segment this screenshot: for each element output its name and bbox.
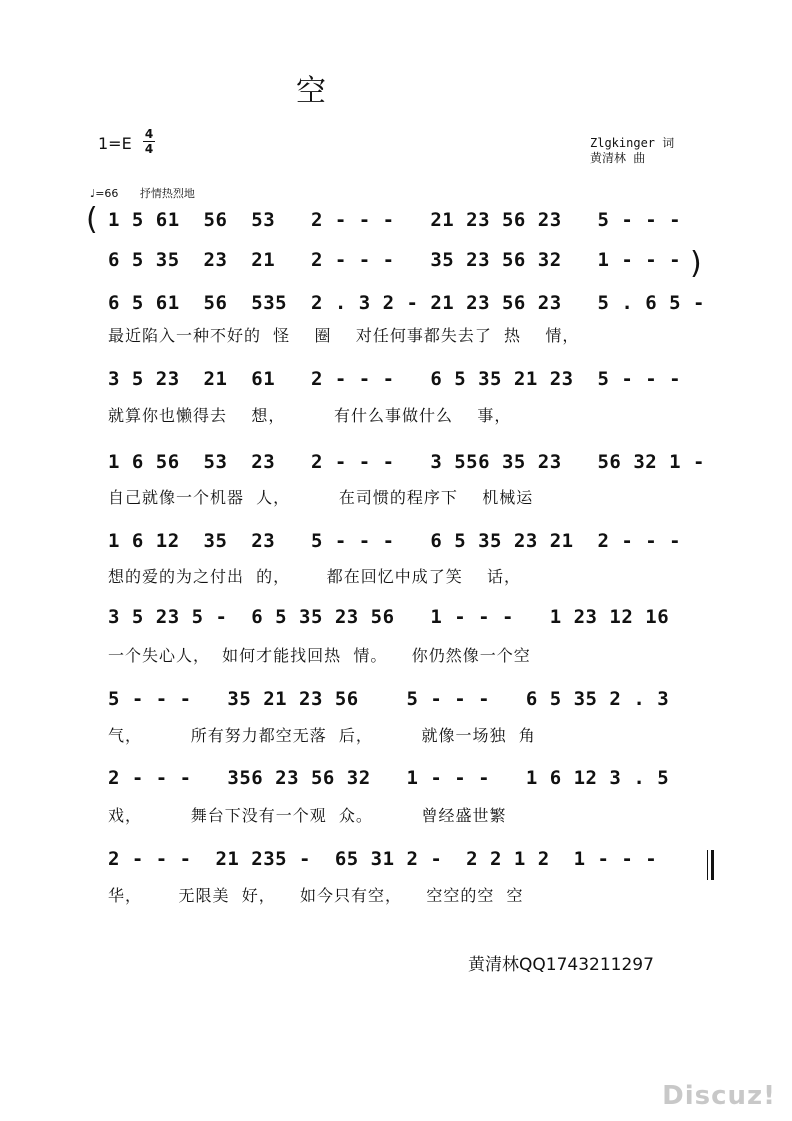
page-title: 空 [296, 74, 328, 109]
final-barline [707, 850, 715, 880]
opening-parenthesis: ( [86, 202, 98, 237]
lyric-line: 华， 无限美 好， 如今只有空， 空空的空 空 [108, 886, 524, 905]
music-line: 6 5 35 23 21 2 - - - 35 23 56 32 1 - - - [108, 249, 682, 271]
lyric-line: 就算你也懒得去 想， 有什么事做什么 事， [108, 406, 512, 425]
final-barline-thin [707, 850, 708, 880]
forum-watermark: Discuz! [662, 1081, 776, 1111]
arranger-signature: 黄清林QQ1743211297 [468, 955, 654, 975]
lyric-line: 一个失心人， 如何才能找回热 情。 你仍然像一个空 [108, 646, 531, 665]
music-line: 2 - - - 21 235 - 65 31 2 - 2 2 1 2 1 - - - [108, 848, 658, 870]
credits [590, 136, 674, 166]
time-signature-denominator: 4 [144, 142, 154, 156]
music-line: 6 5 61 56 535 2 . 3 2 - 21 23 56 23 5 . 6 5 - [108, 292, 705, 314]
lyric-line: 最近陷入一种不好的 怪 圈 对任何事都失去了 热 情， [108, 326, 580, 345]
music-line: 1 6 56 53 23 2 - - - 3 556 35 23 56 32 1 - [108, 451, 705, 473]
lyric-line: 戏， 舞台下没有一个观 众。 曾经盛世繁 [108, 806, 507, 825]
tempo-marking [90, 185, 195, 201]
key-signature: 1=E [98, 134, 132, 153]
music-line: 5 - - - 35 21 23 56 5 - - - 6 5 35 2 . 3 [108, 688, 670, 710]
music-line: 3 5 23 21 61 2 - - - 6 5 35 21 23 5 - - - [108, 368, 682, 390]
tempo-expression: 抒情热烈地 [139, 187, 195, 200]
music-line: 1 5 61 56 53 2 - - - 21 23 56 23 5 - - - [108, 209, 682, 231]
final-barline-thick [711, 850, 714, 880]
music-line: 1 6 12 35 23 5 - - - 6 5 35 23 21 2 - - - [108, 530, 682, 552]
music-line: 2 - - - 356 23 56 32 1 - - - 1 6 12 3 . 5 [108, 767, 670, 789]
lyric-line: 想的爱的为之付出 的， 都在回忆中成了笑 话， [108, 567, 522, 586]
lyric-line: 自己就像一个机器 人， 在司惯的程序下 机械运 [108, 488, 534, 507]
tempo-bpm: ♩=66 [90, 187, 119, 200]
music-line: 3 5 23 5 - 6 5 35 23 56 1 - - - 1 23 12 16 [108, 606, 670, 628]
time-signature-numerator: 4 [144, 127, 154, 141]
lyric-line: 气， 所有努力都空无落 后， 就像一场独 角 [108, 726, 536, 745]
lyricist-credit: Zlgkinger 词 [590, 136, 675, 150]
time-signature [143, 128, 155, 155]
composer-credit: 黄清林 曲 [590, 151, 646, 165]
closing-parenthesis: ) [690, 246, 702, 281]
